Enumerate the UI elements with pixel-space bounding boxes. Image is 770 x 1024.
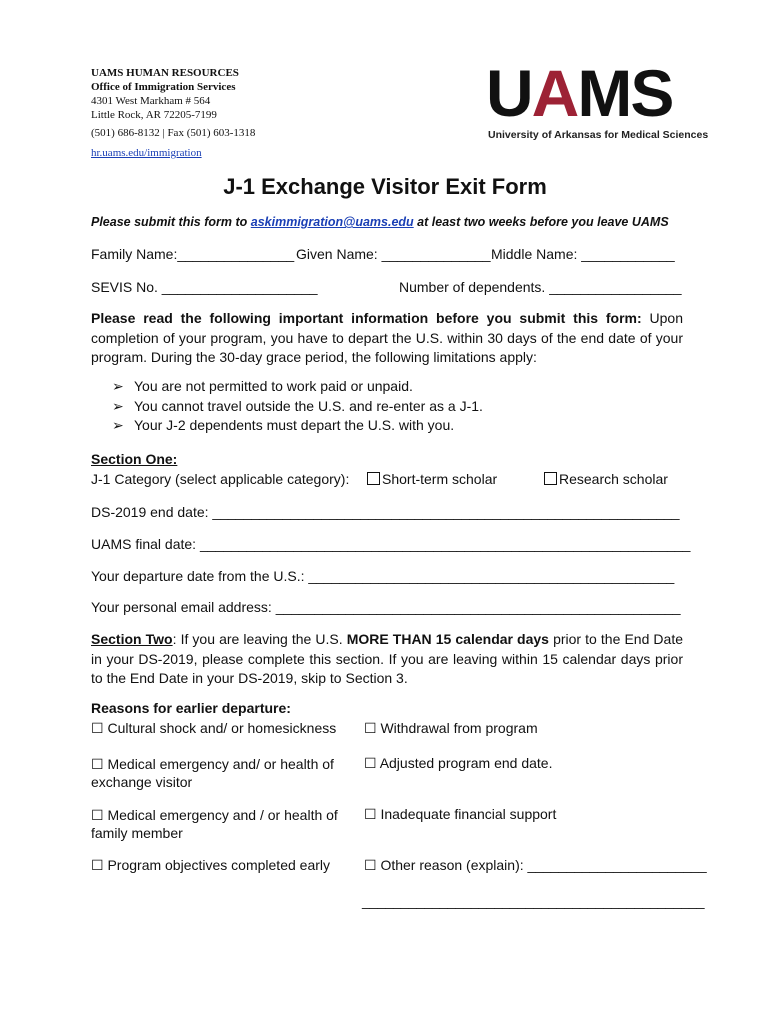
reason-medical-visitor[interactable]: ☐ Medical emergency and/ or health of exchange visitor [91,756,334,790]
checkbox-icon[interactable]: ☐ [364,755,377,771]
reason-other[interactable]: ☐ Other reason (explain): _______________________ [364,857,707,873]
reasons-heading: Reasons for earlier departure: [91,700,291,716]
bullet-item: ➢ Your J-2 dependents must depart the U.S. with you. [112,417,455,433]
checkbox-icon[interactable]: ☐ [91,857,104,873]
checkbox-icon[interactable]: ☐ [364,857,377,873]
personal-email-field[interactable]: Your personal email address: ____________________________________________________ [91,599,681,615]
uams-logo: UAMS [486,56,673,130]
reason-adjusted-end-date[interactable]: ☐ Adjusted program end date. [364,755,553,771]
arrow-bullet-icon: ➢ [112,378,124,394]
reason-withdrawal[interactable]: ☐ Withdrawal from program [364,720,538,736]
j1-category-label: J-1 Category (select applicable category): [91,471,350,487]
departure-date-field[interactable]: Your departure date from the U.S.: _______________________________________________ [91,568,675,584]
uams-final-date-field[interactable]: UAMS final date: _______________________________________________________________ [91,536,691,552]
reason-objectives-completed[interactable]: ☐ Program objectives completed early [91,857,330,873]
logo-subtitle: University of Arkansas for Medical Sciences [488,129,709,141]
checkbox-icon[interactable] [367,472,380,485]
dependents-field[interactable]: Number of dependents. _________________ [399,279,682,295]
arrow-bullet-icon: ➢ [112,398,124,414]
ds2019-end-date-field[interactable]: DS-2019 end date: ____________________________________________________________ [91,504,680,520]
bullet-item: ➢ You cannot travel outside the U.S. and re-enter as a J-1. [112,398,483,414]
checkbox-icon[interactable] [544,472,557,485]
org-name: UAMS HUMAN RESOURCES [91,67,239,79]
form-title: J-1 Exchange Visitor Exit Form [223,174,547,199]
office-name: Office of Immigration Services [91,81,236,93]
bullet-item: ➢ You are not permitted to work paid or unpaid. [112,378,413,394]
checkbox-icon[interactable]: ☐ [364,806,377,822]
reason-cultural-shock[interactable]: ☐ Cultural shock and/ or homesickness [91,720,337,736]
section-two-intro: Section Two: If you are leaving the U.S. MORE THAN 15 calendar days prior to the End Date in your DS-2019, please complete this section. If you are leaving within 15 calendar days prior to the End Date in your DS-2019, skip to Section 3. [91,631,684,686]
sevis-field[interactable]: SEVIS No. ____________________ [91,279,318,295]
research-scholar-option[interactable]: Research scholar [544,471,668,487]
short-term-scholar-option[interactable]: Short-term scholar [367,471,497,487]
checkbox-icon[interactable]: ☐ [91,807,104,823]
family-name-field[interactable]: Family Name:_______________ [91,246,295,262]
checkbox-icon[interactable]: ☐ [91,720,104,736]
submit-instruction: Please submit this form to askimmigration@uams.edu at least two weeks before you leave UAMS [91,215,669,229]
section-two-heading: Section Two [91,631,173,647]
reason-medical-family[interactable]: ☐ Medical emergency and / or health of family member [91,807,338,841]
section-one-heading: Section One: [91,451,178,467]
submit-email-link[interactable]: askimmigration@uams.edu [250,215,414,229]
middle-name-field[interactable]: Middle Name: ____________ [491,246,675,262]
checkbox-icon[interactable]: ☐ [91,756,104,772]
important-info: Please read the following important information before you submit this form: Upon completion of your program, you have to depart the U.S. within 30 days of the end date of your program. During the 30-day grace period, the following limitations apply: [91,310,683,365]
checkbox-icon[interactable]: ☐ [364,720,377,736]
given-name-field[interactable]: Given Name: ______________ [296,246,491,262]
phone-fax: (501) 686-8132 | Fax (501) 603-1318 [91,127,256,139]
address-line-2: Little Rock, AR 72205-7199 [91,109,217,121]
website-link[interactable]: hr.uams.edu/immigration [91,147,202,159]
address-line-1: 4301 West Markham # 564 [91,95,211,107]
arrow-bullet-icon: ➢ [112,417,124,433]
other-reason-line[interactable]: ____________________________________________ [362,893,705,909]
reason-financial[interactable]: ☐ Inadequate financial support [364,806,557,822]
